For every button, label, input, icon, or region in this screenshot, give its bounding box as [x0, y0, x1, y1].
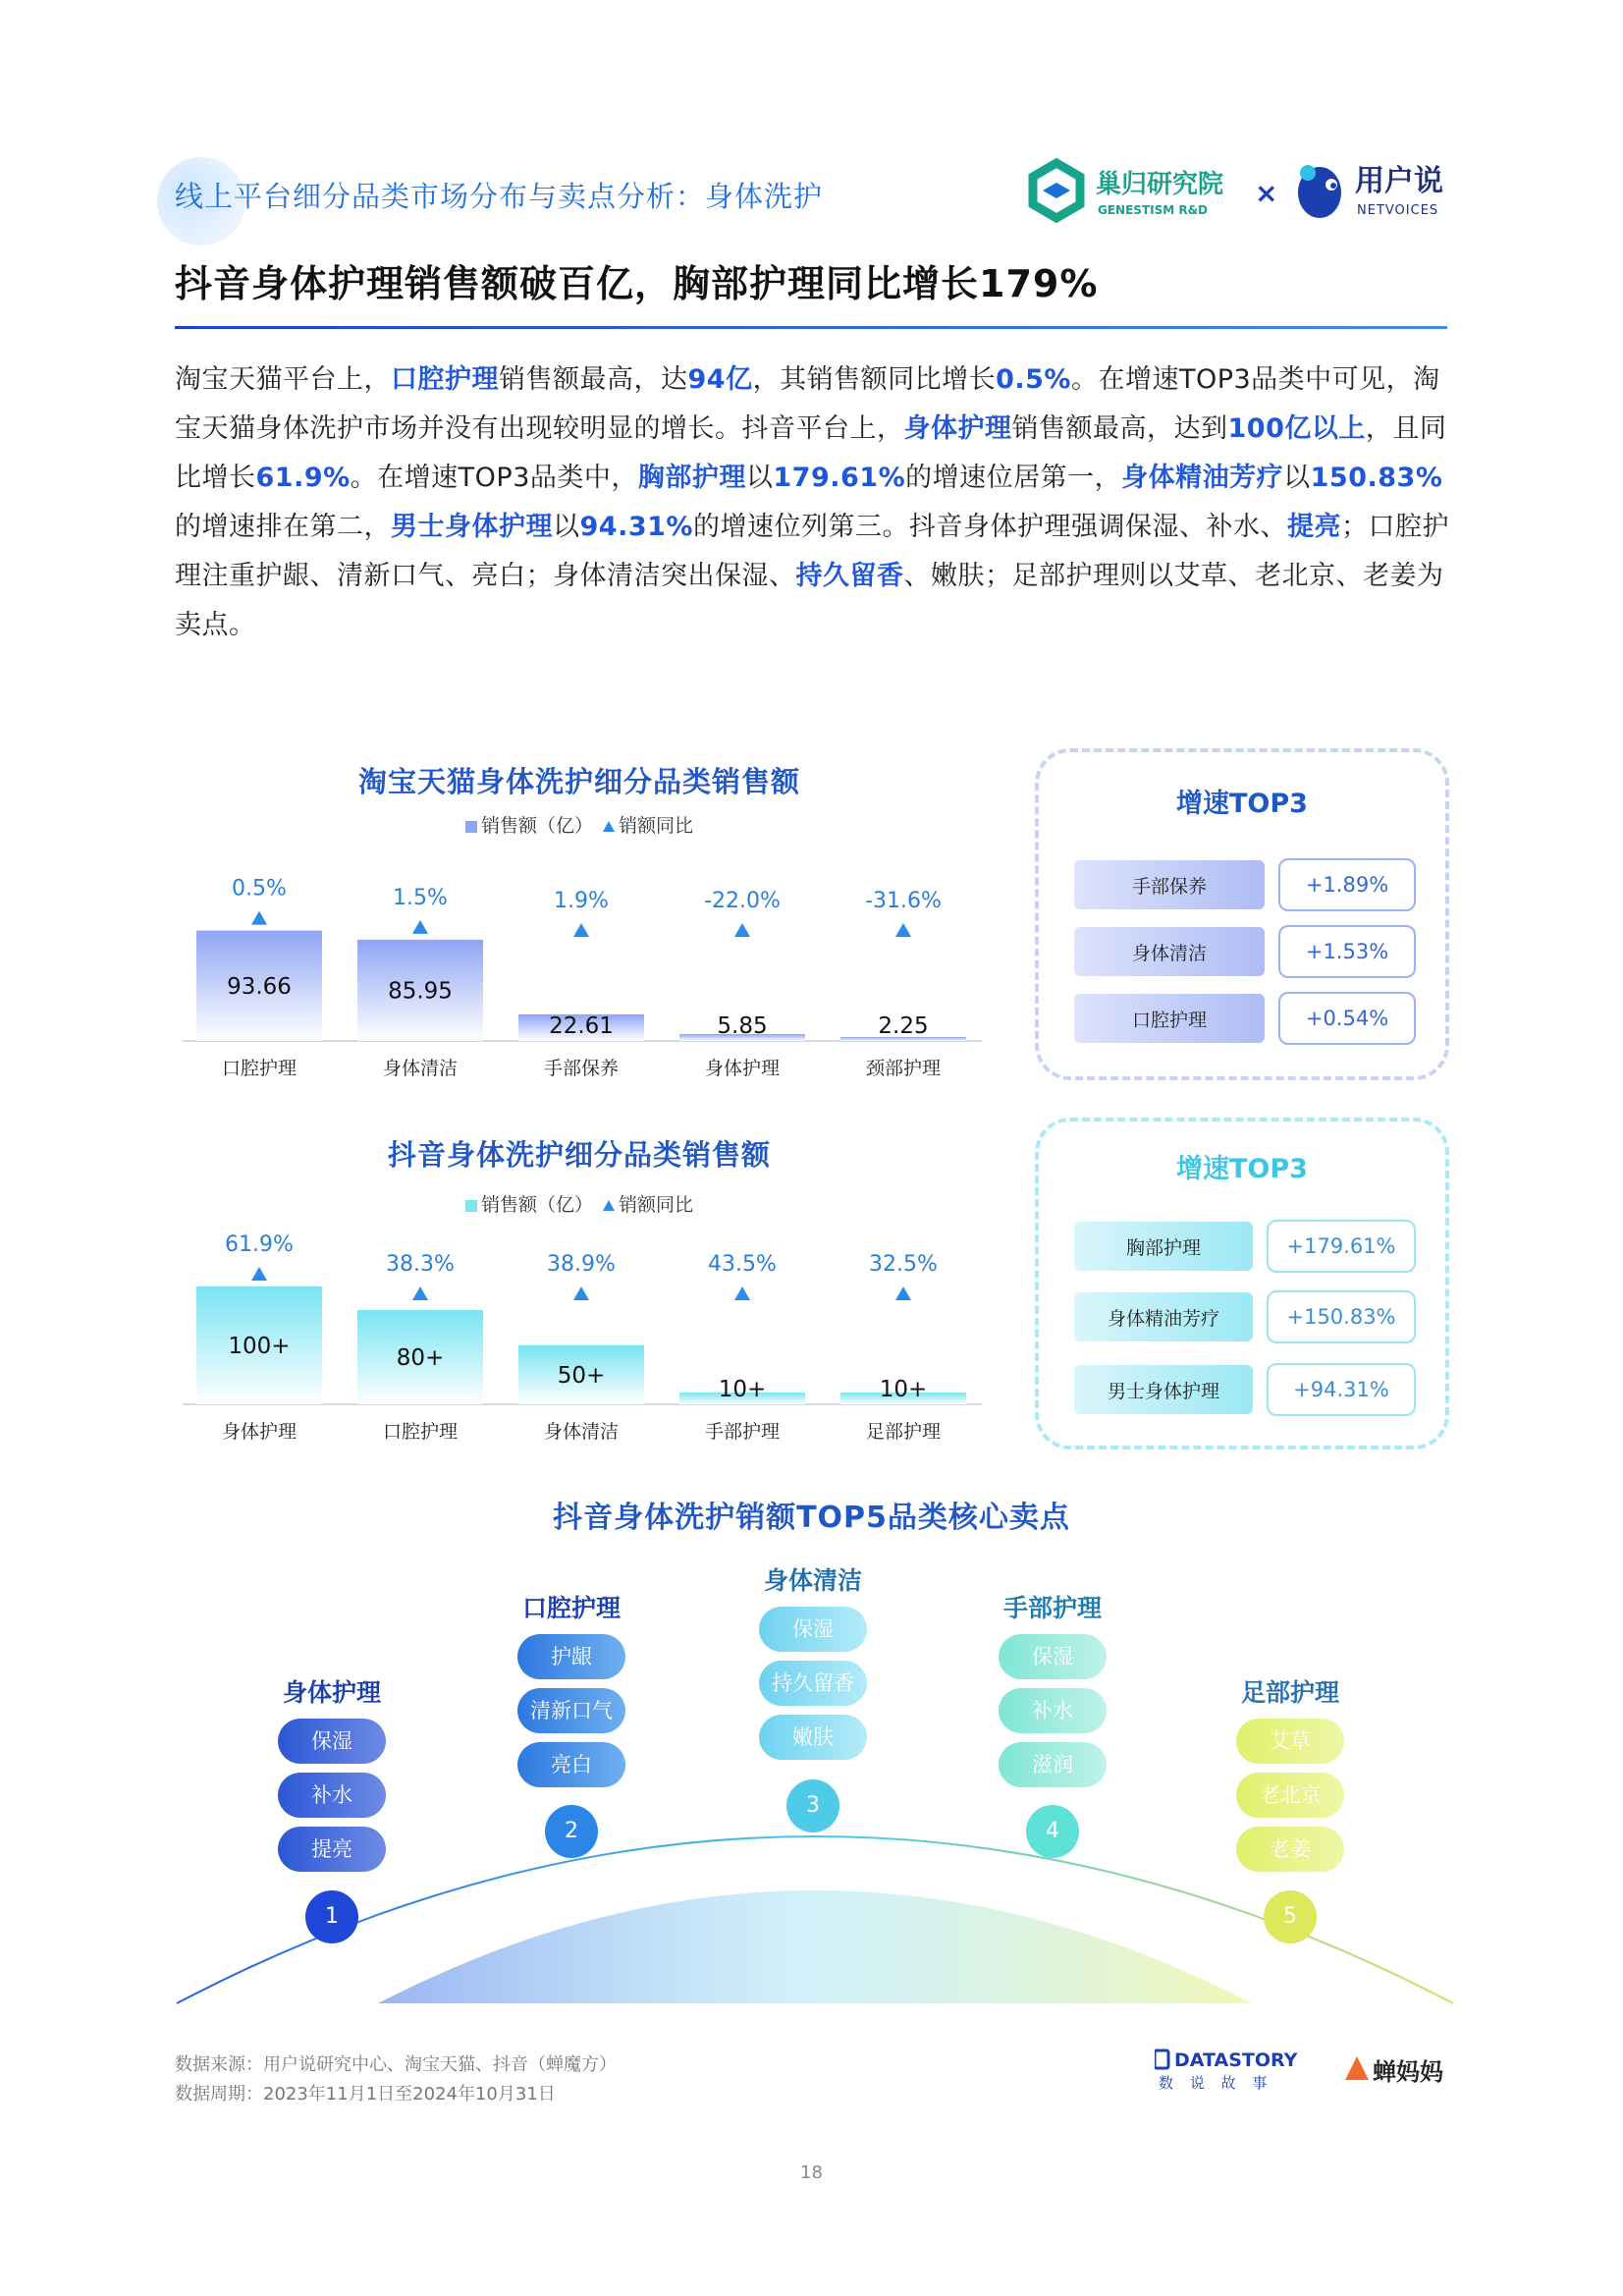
category-tick-label: 足部护理	[865, 1421, 942, 1443]
bar-value-label: 80+	[396, 1345, 445, 1371]
selling-rank-number: 1	[305, 1890, 358, 1943]
bar-value-label: 100+	[228, 1334, 291, 1359]
category-tick-label: 身体清洁	[543, 1421, 620, 1443]
taobao-top3-value: +0.54%	[1278, 992, 1416, 1045]
bar-value-label: 5.85	[717, 1013, 768, 1039]
chanmama-logo	[1341, 2050, 1459, 2090]
legend-triangle-icon	[603, 821, 615, 832]
growth-triangle-icon	[895, 1286, 911, 1300]
page-title: 抖音身体护理销售额破百亿，胸部护理同比增长179%	[175, 262, 1099, 305]
selling-rank-number: 2	[545, 1805, 598, 1858]
taobao-top3-value: +1.89%	[1278, 858, 1416, 911]
logo-separator: ×	[1255, 177, 1278, 209]
douyin-top3-value: +150.83%	[1267, 1290, 1416, 1343]
bar-value-label: 50+	[557, 1363, 606, 1389]
bar-value-label: 10+	[879, 1377, 928, 1402]
genestism-logo-icon	[1033, 163, 1080, 218]
category-tick-label: 口腔护理	[382, 1421, 459, 1443]
data-period: 数据周期：2023年11月1日至2024年10月31日	[175, 2084, 556, 2105]
taobao-top3-value: +1.53%	[1278, 925, 1416, 978]
page-number: 18	[800, 2162, 823, 2183]
category-tick-label: 口腔护理	[221, 1058, 298, 1079]
netvoices-logo-icon	[1298, 165, 1341, 218]
legend-triangle-icon	[603, 1200, 615, 1211]
category-tick-label: 手部保养	[543, 1058, 620, 1079]
datastory-logo-text: DATASTORY	[1174, 2050, 1298, 2071]
bar-value-label: 93.66	[227, 973, 292, 1000]
bar-value-label: 85.95	[388, 978, 453, 1005]
selling-point-pill: 提亮	[278, 1827, 386, 1872]
bar-value-label: 22.61	[549, 1013, 614, 1039]
growth-label: -22.0%	[704, 889, 781, 913]
title-divider	[175, 326, 1447, 329]
selling-point-pill: 保湿	[759, 1607, 867, 1652]
selling-category-name: 足部护理	[1240, 1678, 1339, 1707]
douyin-top3-title: 增速TOP3	[1176, 1154, 1308, 1184]
taobao-chart-title: 淘宝天猫身体洗护细分品类销售额	[357, 765, 800, 798]
growth-label: 0.5%	[232, 876, 287, 902]
taobao-top3-name: 口腔护理	[1074, 994, 1265, 1043]
datastory-logo-cn: 数 说 故 事	[1159, 2074, 1273, 2092]
growth-triangle-icon	[734, 923, 750, 937]
category-tick-label: 颈部护理	[865, 1058, 942, 1079]
category-tick-label: 身体清洁	[382, 1058, 459, 1079]
summary-paragraph: 淘宝天猫平台上，口腔护理销售额最高，达94亿，其销售额同比增长0.5%。在增速TOP3品类中可见，淘宝天猫身体洗护市场并没有出现较明显的增长。抖音平台上，身体护理销售额最高，达到100亿以上，且同比增长61.9%。在增速TOP3品类中，胸部护理以179.61%的增速位居第一，身体精油芳疗以150.83%的增速排在第二，男士身体护理以94.31%的增速位列第三。抖音身体护理强调保湿、补水、提亮；口腔护理注重护龈、清新口气、亮白；身体清洁突出保湿、持久留香、嫩肤；足部护理则以艾草、老北京、老姜为卖点。	[175, 364, 1449, 640]
growth-label: 1.5%	[393, 885, 448, 910]
growth-triangle-icon	[412, 920, 428, 934]
growth-label: -31.6%	[865, 889, 942, 913]
taobao-top3-title: 增速TOP3	[1176, 789, 1308, 819]
taobao-chart-legend: 销售额（亿） 销额同比	[187, 811, 972, 838]
selling-point-pill: 清新口气	[517, 1688, 625, 1733]
douyin-top3-name: 身体精油芳疗	[1074, 1292, 1253, 1341]
genestism-logo-cn: 巢归研究院	[1096, 170, 1224, 199]
netvoices-logo	[1288, 153, 1455, 230]
selling-category-name: 口腔护理	[521, 1594, 621, 1622]
genestism-logo	[1021, 157, 1247, 230]
netvoices-logo-en: NETVOICES	[1357, 203, 1439, 218]
growth-triangle-icon	[251, 1267, 267, 1281]
data-source: 数据来源：用户说研究中心、淘宝天猫、抖音（蝉魔方）	[175, 2054, 617, 2075]
growth-triangle-icon	[895, 923, 911, 937]
bar-value-label: 2.25	[878, 1013, 929, 1039]
douyin-chart-legend: 销售额（亿） 销额同比	[187, 1190, 972, 1217]
selling-category-name: 手部护理	[1002, 1594, 1102, 1622]
growth-label: 61.9%	[225, 1232, 294, 1257]
selling-rank-number: 3	[786, 1779, 839, 1832]
selling-point-pill: 保湿	[278, 1719, 386, 1764]
netvoices-logo-cn: 用户说	[1355, 164, 1443, 198]
selling-point-pill: 持久留香	[759, 1661, 867, 1706]
chanmama-logo-icon	[1345, 2056, 1369, 2080]
growth-triangle-icon	[412, 1286, 428, 1300]
douyin-top3-name: 男士身体护理	[1074, 1365, 1253, 1414]
growth-label: 32.5%	[869, 1252, 938, 1277]
category-tick-label: 手部护理	[704, 1421, 781, 1443]
datastory-logo-icon	[1155, 2050, 1168, 2068]
growth-triangle-icon	[573, 923, 589, 937]
selling-point-pill: 亮白	[517, 1742, 625, 1787]
selling-category-name: 身体护理	[282, 1678, 381, 1707]
selling-point-pill: 补水	[278, 1773, 386, 1818]
douyin-bar-chart	[177, 1218, 992, 1453]
selling-rank-number: 4	[1026, 1805, 1079, 1858]
data-source-note	[175, 2050, 617, 2109]
growth-label: 38.3%	[386, 1252, 455, 1277]
section-subtitle: 线上平台细分品类市场分布与卖点分析：身体洗护	[175, 180, 824, 213]
selling-rank-number: 5	[1264, 1890, 1317, 1943]
selling-points-title: 抖音身体洗护销额TOP5品类核心卖点	[553, 1501, 1070, 1535]
genestism-logo-en: GENESTISM R&D	[1098, 203, 1209, 217]
growth-triangle-icon	[734, 1286, 750, 1300]
selling-category-name: 身体清洁	[763, 1566, 862, 1595]
taobao-top3-name: 手部保养	[1074, 860, 1265, 909]
growth-triangle-icon	[573, 1286, 589, 1300]
selling-point-pill: 滋润	[999, 1742, 1107, 1787]
bar-value-label: 10+	[718, 1377, 767, 1402]
growth-label: 38.9%	[547, 1252, 616, 1277]
selling-point-pill: 老姜	[1236, 1827, 1344, 1872]
douyin-chart-title: 抖音身体洗护细分品类销售额	[387, 1138, 771, 1172]
selling-point-pill: 补水	[999, 1688, 1107, 1733]
taobao-top3-name: 身体清洁	[1074, 927, 1265, 976]
growth-label: 43.5%	[708, 1252, 777, 1277]
legend-bar-swatch	[465, 1200, 477, 1212]
selling-point-pill: 护龈	[517, 1634, 625, 1679]
growth-label: 1.9%	[554, 889, 609, 913]
legend-bar-swatch	[465, 821, 477, 833]
selling-point-pill: 老北京	[1236, 1773, 1344, 1818]
selling-point-pill: 保湿	[999, 1634, 1107, 1679]
arc-hill	[378, 1890, 1252, 2003]
datastory-logo	[1155, 2045, 1331, 2094]
chanmama-logo-text: 蝉妈妈	[1373, 2058, 1443, 2086]
selling-point-pill: 嫩肤	[759, 1715, 867, 1760]
douyin-top3-name: 胸部护理	[1074, 1222, 1253, 1271]
selling-point-pill: 艾草	[1236, 1719, 1344, 1764]
douyin-top3-value: +94.31%	[1267, 1363, 1416, 1416]
taobao-bar-chart	[177, 854, 992, 1090]
category-tick-label: 身体护理	[221, 1421, 298, 1443]
category-tick-label: 身体护理	[704, 1058, 781, 1079]
douyin-top3-value: +179.61%	[1267, 1220, 1416, 1273]
growth-triangle-icon	[251, 911, 267, 925]
